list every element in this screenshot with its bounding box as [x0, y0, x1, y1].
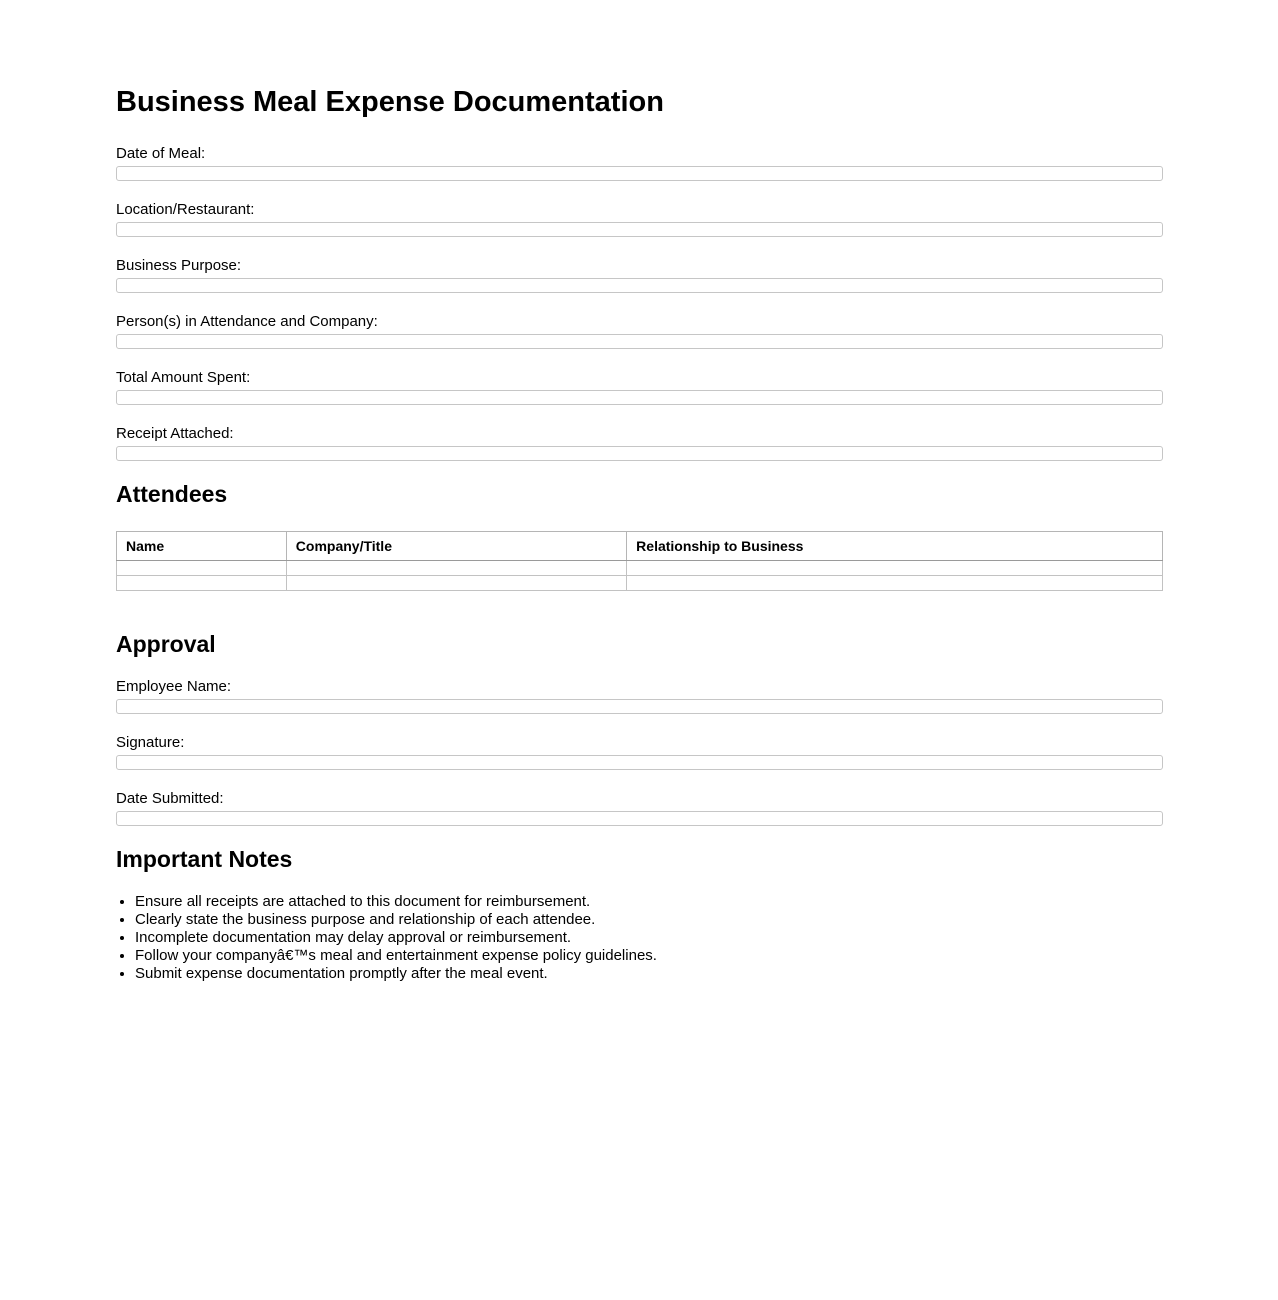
receipt-attached-input[interactable]: [116, 446, 1163, 461]
business-purpose-label: Business Purpose:: [116, 257, 242, 274]
receipt-attached-label: Receipt Attached:: [116, 425, 234, 442]
attendees-header-row: [117, 532, 1163, 561]
attendees-cell-company-title: [286, 561, 626, 576]
field-signature: [116, 734, 1163, 770]
attendees-table-row: [117, 561, 1163, 576]
field-receipt-attached: [116, 425, 1163, 461]
field-employee-name: [116, 678, 1163, 714]
signature-input[interactable]: [116, 755, 1163, 770]
date-of-meal-label: Date of Meal:: [116, 145, 206, 162]
note-item: • Follow your companyâ€™s meal and entertainment expense policy guidelines.: [135, 947, 1163, 965]
attendees-cell-name: [117, 561, 287, 576]
field-location-restaurant: [116, 201, 1163, 237]
signature-label: Signature:: [116, 734, 185, 751]
employee-name-input[interactable]: [116, 699, 1163, 714]
business-purpose-input[interactable]: [116, 278, 1163, 293]
field-date-of-meal: [116, 145, 1163, 181]
location-restaurant-input[interactable]: [116, 222, 1163, 237]
field-date-submitted: [116, 790, 1163, 826]
note-item: • Incomplete documentation may delay approval or reimbursement.: [135, 929, 1163, 947]
field-business-purpose: [116, 257, 1163, 293]
field-persons-in-attendance: [116, 313, 1163, 349]
attendees-section-heading: Attendees: [116, 481, 228, 507]
persons-in-attendance-input[interactable]: [116, 334, 1163, 349]
date-of-meal-input[interactable]: [116, 166, 1163, 181]
note-item: • Ensure all receipts are attached to this document for reimbursement.: [135, 893, 1163, 911]
attendees-column-header-company-title: Company/Title: [286, 532, 626, 561]
notes-list: [116, 893, 1163, 983]
persons-in-attendance-label: Person(s) in Attendance and Company:: [116, 313, 378, 330]
note-item: • Submit expense documentation promptly after the meal event.: [135, 965, 1163, 983]
attendees-column-header-relationship: Relationship to Business: [627, 532, 1163, 561]
note-item: • Clearly state the business purpose and relationship of each attendee.: [135, 911, 1163, 929]
date-submitted-label: Date Submitted:: [116, 790, 224, 807]
attendees-table: [116, 531, 1163, 591]
total-amount-spent-label: Total Amount Spent:: [116, 369, 251, 386]
date-submitted-input[interactable]: [116, 811, 1163, 826]
important-notes-section-heading: Important Notes: [116, 846, 293, 872]
total-amount-spent-input[interactable]: [116, 390, 1163, 405]
approval-section-heading: Approval: [116, 631, 216, 657]
attendees-table-row: [117, 576, 1163, 591]
field-total-amount-spent: [116, 369, 1163, 405]
attendees-column-header-name: Name: [117, 532, 287, 561]
attendees-cell-relationship: [627, 561, 1163, 576]
attendees-cell-company-title: [286, 576, 626, 591]
page-title: Business Meal Expense Documentation: [116, 86, 664, 118]
employee-name-label: Employee Name:: [116, 678, 232, 695]
attendees-cell-relationship: [627, 576, 1163, 591]
location-restaurant-label: Location/Restaurant:: [116, 201, 255, 218]
attendees-cell-name: [117, 576, 287, 591]
